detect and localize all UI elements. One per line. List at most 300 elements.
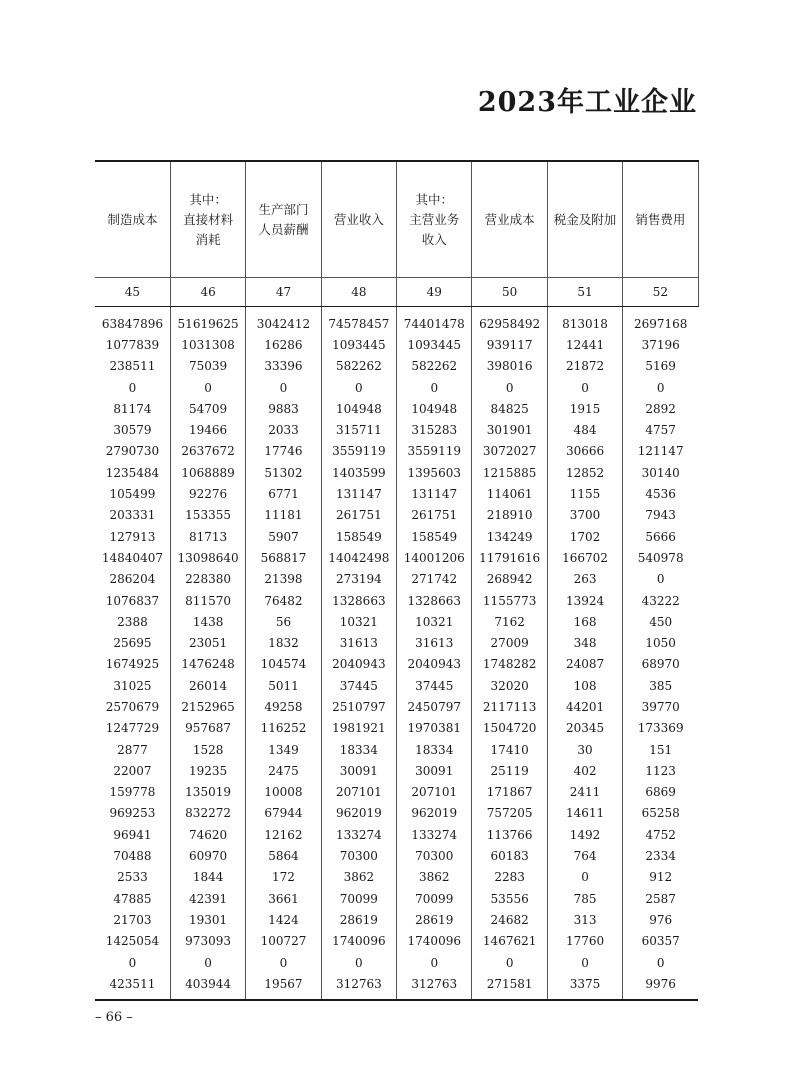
table-cell: 24087 bbox=[547, 654, 622, 675]
table-cell: 402 bbox=[547, 760, 622, 781]
table-cell: 96941 bbox=[95, 824, 170, 845]
table-cell: 1702 bbox=[547, 526, 622, 547]
column-header-line: 其中： bbox=[189, 191, 227, 207]
table-cell: 2510797 bbox=[321, 696, 396, 717]
table-cell: 43222 bbox=[641, 593, 680, 608]
table-cell: 17746 bbox=[246, 441, 321, 462]
table-cell: 9883 bbox=[246, 398, 321, 419]
table-cell: 1215885 bbox=[472, 462, 547, 483]
table-cell: 6771 bbox=[246, 483, 321, 504]
table-cell: 11791616 bbox=[472, 547, 547, 568]
table-cell: 813018 bbox=[547, 307, 622, 335]
table-cell: 7943 bbox=[645, 508, 676, 523]
table-cell: 1425054 bbox=[95, 931, 170, 952]
table-cell: 312763 bbox=[321, 973, 396, 999]
table-cell: 4536 bbox=[645, 487, 676, 502]
column-header-line: 税金及附加 bbox=[553, 211, 617, 227]
table-cell: 60357 bbox=[641, 934, 680, 949]
table-cell: 582262 bbox=[321, 356, 396, 377]
table-cell: 4757 bbox=[645, 423, 676, 438]
table-cell: 76482 bbox=[246, 590, 321, 611]
table-cell: 2117113 bbox=[472, 696, 547, 717]
table-cell: 2411 bbox=[547, 782, 622, 803]
table-cell: 2033 bbox=[246, 419, 321, 440]
table-cell: 16286 bbox=[246, 334, 321, 355]
table-cell: 20345 bbox=[547, 718, 622, 739]
column-header-line: 收入 bbox=[421, 231, 447, 247]
table-cell: 28619 bbox=[321, 909, 396, 930]
column-header-line: 主营业务 bbox=[409, 211, 460, 227]
table-cell: 312763 bbox=[397, 973, 472, 999]
column-number-row bbox=[95, 278, 698, 307]
table-cell: 127913 bbox=[95, 526, 170, 547]
table-cell: 51302 bbox=[246, 462, 321, 483]
table-cell: 385 bbox=[649, 678, 673, 693]
table-cell: 1832 bbox=[246, 632, 321, 653]
table-cell: 2790730 bbox=[95, 441, 170, 462]
table-cell: 1077839 bbox=[95, 334, 170, 355]
table-cell: 2152965 bbox=[170, 696, 245, 717]
table-cell: 121147 bbox=[637, 444, 684, 459]
table-cell: 173369 bbox=[637, 721, 684, 736]
table-cell: 12162 bbox=[246, 824, 321, 845]
table-cell: 3559119 bbox=[321, 441, 396, 462]
table-cell: 17760 bbox=[547, 931, 622, 952]
table-cell: 1349 bbox=[246, 739, 321, 760]
table-cell: 44201 bbox=[547, 696, 622, 717]
table-row bbox=[95, 356, 698, 377]
table-cell: 37445 bbox=[321, 675, 396, 696]
table-header bbox=[95, 161, 698, 307]
table-cell: 21872 bbox=[547, 356, 622, 377]
table-cell: 21703 bbox=[95, 909, 170, 930]
table-cell: 1915 bbox=[547, 398, 622, 419]
table-cell: 70099 bbox=[397, 888, 472, 909]
table-cell: 1970381 bbox=[397, 718, 472, 739]
table-row bbox=[95, 867, 698, 888]
table-cell: 14042498 bbox=[321, 547, 396, 568]
table-row bbox=[95, 909, 698, 930]
table-cell: 30666 bbox=[547, 441, 622, 462]
table-cell: 261751 bbox=[397, 505, 472, 526]
table-cell: 25119 bbox=[472, 760, 547, 781]
table-cell: 63847896 bbox=[95, 307, 170, 335]
table-cell: 0 bbox=[246, 952, 321, 973]
table-cell: 9976 bbox=[623, 973, 698, 999]
table-cell: 104948 bbox=[321, 398, 396, 419]
table-cell: 1504720 bbox=[472, 718, 547, 739]
table-body bbox=[95, 307, 698, 1000]
table-row bbox=[95, 888, 698, 909]
table-cell: 0 bbox=[656, 380, 665, 395]
table-cell: 4752 bbox=[645, 827, 676, 842]
column-header bbox=[170, 161, 245, 278]
table-cell: 484 bbox=[547, 419, 622, 440]
table-cell: 2040943 bbox=[397, 654, 472, 675]
table-cell: 24682 bbox=[472, 909, 547, 930]
table-cell: 31613 bbox=[397, 632, 472, 653]
table-cell: 832272 bbox=[170, 803, 245, 824]
table-cell: 1068889 bbox=[170, 462, 245, 483]
table-cell: 65258 bbox=[641, 806, 680, 821]
table-cell: 962019 bbox=[397, 803, 472, 824]
table-cell: 81713 bbox=[170, 526, 245, 547]
table-cell: 37445 bbox=[397, 675, 472, 696]
table-cell: 171867 bbox=[472, 782, 547, 803]
table-cell: 1328663 bbox=[397, 590, 472, 611]
table-cell: 286204 bbox=[95, 569, 170, 590]
table-cell: 1438 bbox=[170, 611, 245, 632]
table-cell: 151 bbox=[649, 742, 673, 757]
table-cell: 1155773 bbox=[472, 590, 547, 611]
table-cell: 27009 bbox=[472, 632, 547, 653]
table-cell: 1674925 bbox=[95, 654, 170, 675]
table-cell: 263 bbox=[547, 569, 622, 590]
table-cell: 912 bbox=[649, 870, 673, 885]
table-cell: 2283 bbox=[472, 867, 547, 888]
table-cell: 0 bbox=[170, 952, 245, 973]
table-cell: 273194 bbox=[321, 569, 396, 590]
table-cell: 3862 bbox=[321, 867, 396, 888]
table-cell: 42391 bbox=[170, 888, 245, 909]
table-row bbox=[95, 398, 698, 419]
table-cell: 207101 bbox=[397, 782, 472, 803]
table-cell: 348 bbox=[547, 632, 622, 653]
table-cell: 19235 bbox=[170, 760, 245, 781]
table-cell: 54709 bbox=[170, 398, 245, 419]
table-cell: 75039 bbox=[170, 356, 245, 377]
table-cell: 423511 bbox=[95, 973, 170, 999]
table-cell: 70099 bbox=[321, 888, 396, 909]
table-row bbox=[95, 675, 698, 696]
table-cell: 131147 bbox=[321, 483, 396, 504]
table-cell: 5011 bbox=[246, 675, 321, 696]
table-cell: 133274 bbox=[397, 824, 472, 845]
table-cell: 84825 bbox=[472, 398, 547, 419]
table-cell: 18334 bbox=[397, 739, 472, 760]
table-cell: 0 bbox=[321, 377, 396, 398]
column-header bbox=[623, 161, 698, 278]
table-cell: 313 bbox=[547, 909, 622, 930]
table-cell: 1076837 bbox=[95, 590, 170, 611]
column-header-line: 消耗 bbox=[195, 231, 221, 247]
table-cell: 957687 bbox=[170, 718, 245, 739]
table-cell: 6869 bbox=[645, 785, 676, 800]
table-cell: 2533 bbox=[95, 867, 170, 888]
table-cell: 10321 bbox=[397, 611, 472, 632]
table-cell: 60970 bbox=[170, 845, 245, 866]
table-cell: 764 bbox=[547, 845, 622, 866]
table-cell: 0 bbox=[547, 952, 622, 973]
table-row bbox=[95, 590, 698, 611]
table-cell: 13924 bbox=[547, 590, 622, 611]
table-cell: 3862 bbox=[397, 867, 472, 888]
table-cell: 17410 bbox=[472, 739, 547, 760]
column-header-line: 制造成本 bbox=[107, 211, 158, 227]
table-cell: 47885 bbox=[95, 888, 170, 909]
statistics-table bbox=[95, 160, 699, 1001]
table-cell: 1528 bbox=[170, 739, 245, 760]
table-cell: 56 bbox=[246, 611, 321, 632]
table-cell: 14001206 bbox=[397, 547, 472, 568]
table-row bbox=[95, 483, 698, 504]
table-row bbox=[95, 632, 698, 653]
table-row bbox=[95, 973, 698, 999]
table-cell: 158549 bbox=[397, 526, 472, 547]
table-cell: 0 bbox=[95, 377, 170, 398]
table-cell: 271581 bbox=[472, 973, 547, 999]
table-cell: 70300 bbox=[321, 845, 396, 866]
table-cell: 268942 bbox=[472, 569, 547, 590]
table-row bbox=[95, 952, 698, 973]
column-header-line: 人员薪酬 bbox=[258, 221, 309, 237]
table-cell: 33396 bbox=[246, 356, 321, 377]
table-cell: 315283 bbox=[397, 419, 472, 440]
table-row bbox=[95, 696, 698, 717]
table-row bbox=[95, 760, 698, 781]
table-cell: 238511 bbox=[95, 356, 170, 377]
column-number: 48 bbox=[321, 278, 396, 307]
table-cell: 0 bbox=[656, 955, 665, 970]
table-cell: 14840407 bbox=[95, 547, 170, 568]
table-cell: 26014 bbox=[170, 675, 245, 696]
table-cell: 25695 bbox=[95, 632, 170, 653]
table-row bbox=[95, 441, 698, 462]
column-number: 47 bbox=[246, 278, 321, 307]
table-cell: 114061 bbox=[472, 483, 547, 504]
table-cell: 30579 bbox=[95, 419, 170, 440]
table-cell: 811570 bbox=[170, 590, 245, 611]
table-cell: 1395603 bbox=[397, 462, 472, 483]
table-row bbox=[95, 307, 698, 335]
table-cell: 11181 bbox=[246, 505, 321, 526]
table-cell: 450 bbox=[649, 614, 673, 629]
table-cell: 3661 bbox=[246, 888, 321, 909]
table-cell: 105499 bbox=[95, 483, 170, 504]
table-cell: 18334 bbox=[321, 739, 396, 760]
table-row bbox=[95, 782, 698, 803]
table-cell: 10321 bbox=[321, 611, 396, 632]
table-cell: 568817 bbox=[246, 547, 321, 568]
column-header bbox=[246, 161, 321, 278]
table-cell: 10008 bbox=[246, 782, 321, 803]
table-cell: 969253 bbox=[95, 803, 170, 824]
column-number: 46 bbox=[170, 278, 245, 307]
table-cell: 203331 bbox=[95, 505, 170, 526]
table-cell: 60183 bbox=[472, 845, 547, 866]
table-cell: 19466 bbox=[170, 419, 245, 440]
table-row bbox=[95, 377, 698, 398]
table-cell: 13098640 bbox=[170, 547, 245, 568]
table-cell: 70300 bbox=[397, 845, 472, 866]
table-cell: 2450797 bbox=[397, 696, 472, 717]
table-row bbox=[95, 611, 698, 632]
table-cell: 31613 bbox=[321, 632, 396, 653]
table-cell: 1050 bbox=[645, 636, 676, 651]
table-cell: 31025 bbox=[95, 675, 170, 696]
table-row bbox=[95, 931, 698, 952]
column-number: 49 bbox=[397, 278, 472, 307]
table-cell: 168 bbox=[547, 611, 622, 632]
table-cell: 1740096 bbox=[397, 931, 472, 952]
table-cell: 62958492 bbox=[472, 307, 547, 335]
table-cell: 0 bbox=[321, 952, 396, 973]
table-row bbox=[95, 334, 698, 355]
table-cell: 582262 bbox=[397, 356, 472, 377]
table-cell: 2040943 bbox=[321, 654, 396, 675]
table-cell: 14611 bbox=[547, 803, 622, 824]
table-cell: 962019 bbox=[321, 803, 396, 824]
table-cell: 403944 bbox=[170, 973, 245, 999]
table-cell: 1123 bbox=[645, 763, 676, 778]
table-cell: 2877 bbox=[95, 739, 170, 760]
table-cell: 2388 bbox=[95, 611, 170, 632]
column-header bbox=[472, 161, 547, 278]
page-title: 2023年工业企业 bbox=[477, 87, 697, 118]
table-row bbox=[95, 505, 698, 526]
table-cell: 104574 bbox=[246, 654, 321, 675]
table-row bbox=[95, 462, 698, 483]
table-cell: 153355 bbox=[170, 505, 245, 526]
table-cell: 2570679 bbox=[95, 696, 170, 717]
table-cell: 3072027 bbox=[472, 441, 547, 462]
table-cell: 0 bbox=[397, 377, 472, 398]
table-cell: 7162 bbox=[472, 611, 547, 632]
table-cell: 81174 bbox=[95, 398, 170, 419]
table-cell: 207101 bbox=[321, 782, 396, 803]
table-cell: 30091 bbox=[397, 760, 472, 781]
table-cell: 3375 bbox=[547, 973, 622, 999]
column-header-line: 营业收入 bbox=[333, 211, 384, 227]
table-cell: 757205 bbox=[472, 803, 547, 824]
table-cell: 540978 bbox=[637, 550, 684, 565]
table-cell: 0 bbox=[246, 377, 321, 398]
table-cell: 398016 bbox=[472, 356, 547, 377]
table-cell: 92276 bbox=[170, 483, 245, 504]
table-cell: 1403599 bbox=[321, 462, 396, 483]
table-cell: 51619625 bbox=[170, 307, 245, 335]
table-cell: 1492 bbox=[547, 824, 622, 845]
table-cell: 2892 bbox=[645, 401, 676, 416]
table-cell: 973093 bbox=[170, 931, 245, 952]
table-cell: 261751 bbox=[321, 505, 396, 526]
table-cell: 0 bbox=[397, 952, 472, 973]
column-header-row bbox=[95, 161, 698, 278]
column-header-line: 生产部门 bbox=[258, 201, 309, 217]
table-cell: 0 bbox=[170, 377, 245, 398]
table-row bbox=[95, 547, 698, 568]
table-cell: 0 bbox=[547, 377, 622, 398]
column-header-line: 销售费用 bbox=[635, 211, 686, 227]
table-cell: 315711 bbox=[321, 419, 396, 440]
page-number: – 66 – bbox=[95, 1010, 133, 1025]
table-cell: 1424 bbox=[246, 909, 321, 930]
table-cell: 1467621 bbox=[472, 931, 547, 952]
table-cell: 2587 bbox=[645, 891, 676, 906]
table-cell: 0 bbox=[547, 867, 622, 888]
table-cell: 1247729 bbox=[95, 718, 170, 739]
table-cell: 22007 bbox=[95, 760, 170, 781]
table-cell: 5169 bbox=[645, 359, 676, 374]
table-cell: 3559119 bbox=[397, 441, 472, 462]
table-cell: 1476248 bbox=[170, 654, 245, 675]
table-cell: 70488 bbox=[95, 845, 170, 866]
table-cell: 49258 bbox=[246, 696, 321, 717]
table-cell: 100727 bbox=[246, 931, 321, 952]
table-cell: 0 bbox=[472, 377, 547, 398]
table-cell: 172 bbox=[246, 867, 321, 888]
table-cell: 976 bbox=[649, 912, 673, 927]
table-cell: 0 bbox=[656, 572, 665, 587]
column-number: 45 bbox=[95, 278, 170, 307]
table-cell: 1981921 bbox=[321, 718, 396, 739]
table-cell: 74401478 bbox=[397, 307, 472, 335]
table-cell: 1748282 bbox=[472, 654, 547, 675]
table-cell: 19301 bbox=[170, 909, 245, 930]
table-cell: 3042412 bbox=[246, 307, 321, 335]
table-cell: 785 bbox=[547, 888, 622, 909]
table-cell: 37196 bbox=[641, 337, 680, 352]
table-row bbox=[95, 569, 698, 590]
table-cell: 1844 bbox=[170, 867, 245, 888]
column-number: 51 bbox=[547, 278, 622, 307]
table-cell: 113766 bbox=[472, 824, 547, 845]
column-header bbox=[321, 161, 396, 278]
table-cell: 1235484 bbox=[95, 462, 170, 483]
table-row bbox=[95, 845, 698, 866]
table-cell: 74578457 bbox=[321, 307, 396, 335]
table-cell: 53556 bbox=[472, 888, 547, 909]
table-cell: 1155 bbox=[547, 483, 622, 504]
table-cell: 39770 bbox=[641, 699, 680, 714]
table-cell: 67944 bbox=[246, 803, 321, 824]
table-cell: 135019 bbox=[170, 782, 245, 803]
column-header-line: 营业成本 bbox=[484, 211, 535, 227]
table-cell: 1328663 bbox=[321, 590, 396, 611]
table-cell: 32020 bbox=[472, 675, 547, 696]
table-cell: 1093445 bbox=[321, 334, 396, 355]
column-header bbox=[547, 161, 622, 278]
table-cell: 228380 bbox=[170, 569, 245, 590]
table-cell: 301901 bbox=[472, 419, 547, 440]
table-row bbox=[95, 739, 698, 760]
table-cell: 30091 bbox=[321, 760, 396, 781]
table-cell: 5864 bbox=[246, 845, 321, 866]
column-number: 50 bbox=[472, 278, 547, 307]
table-cell: 133274 bbox=[321, 824, 396, 845]
table-row bbox=[95, 419, 698, 440]
table-cell: 104948 bbox=[397, 398, 472, 419]
table-cell: 21398 bbox=[246, 569, 321, 590]
column-header-line: 其中： bbox=[415, 191, 454, 207]
table-cell: 74620 bbox=[170, 824, 245, 845]
table-cell: 166702 bbox=[547, 547, 622, 568]
column-header-line: 直接材料 bbox=[183, 211, 234, 227]
table-cell: 131147 bbox=[397, 483, 472, 504]
table-cell: 939117 bbox=[472, 334, 547, 355]
table-row bbox=[95, 654, 698, 675]
table-cell: 271742 bbox=[397, 569, 472, 590]
column-number: 52 bbox=[623, 278, 698, 307]
table-cell: 2697168 bbox=[633, 316, 688, 331]
table-cell: 1031308 bbox=[170, 334, 245, 355]
table-cell: 30140 bbox=[641, 465, 680, 480]
table-cell: 1093445 bbox=[397, 334, 472, 355]
table-row bbox=[95, 526, 698, 547]
table-cell: 1740096 bbox=[321, 931, 396, 952]
table-cell: 2475 bbox=[246, 760, 321, 781]
column-header bbox=[397, 161, 472, 278]
